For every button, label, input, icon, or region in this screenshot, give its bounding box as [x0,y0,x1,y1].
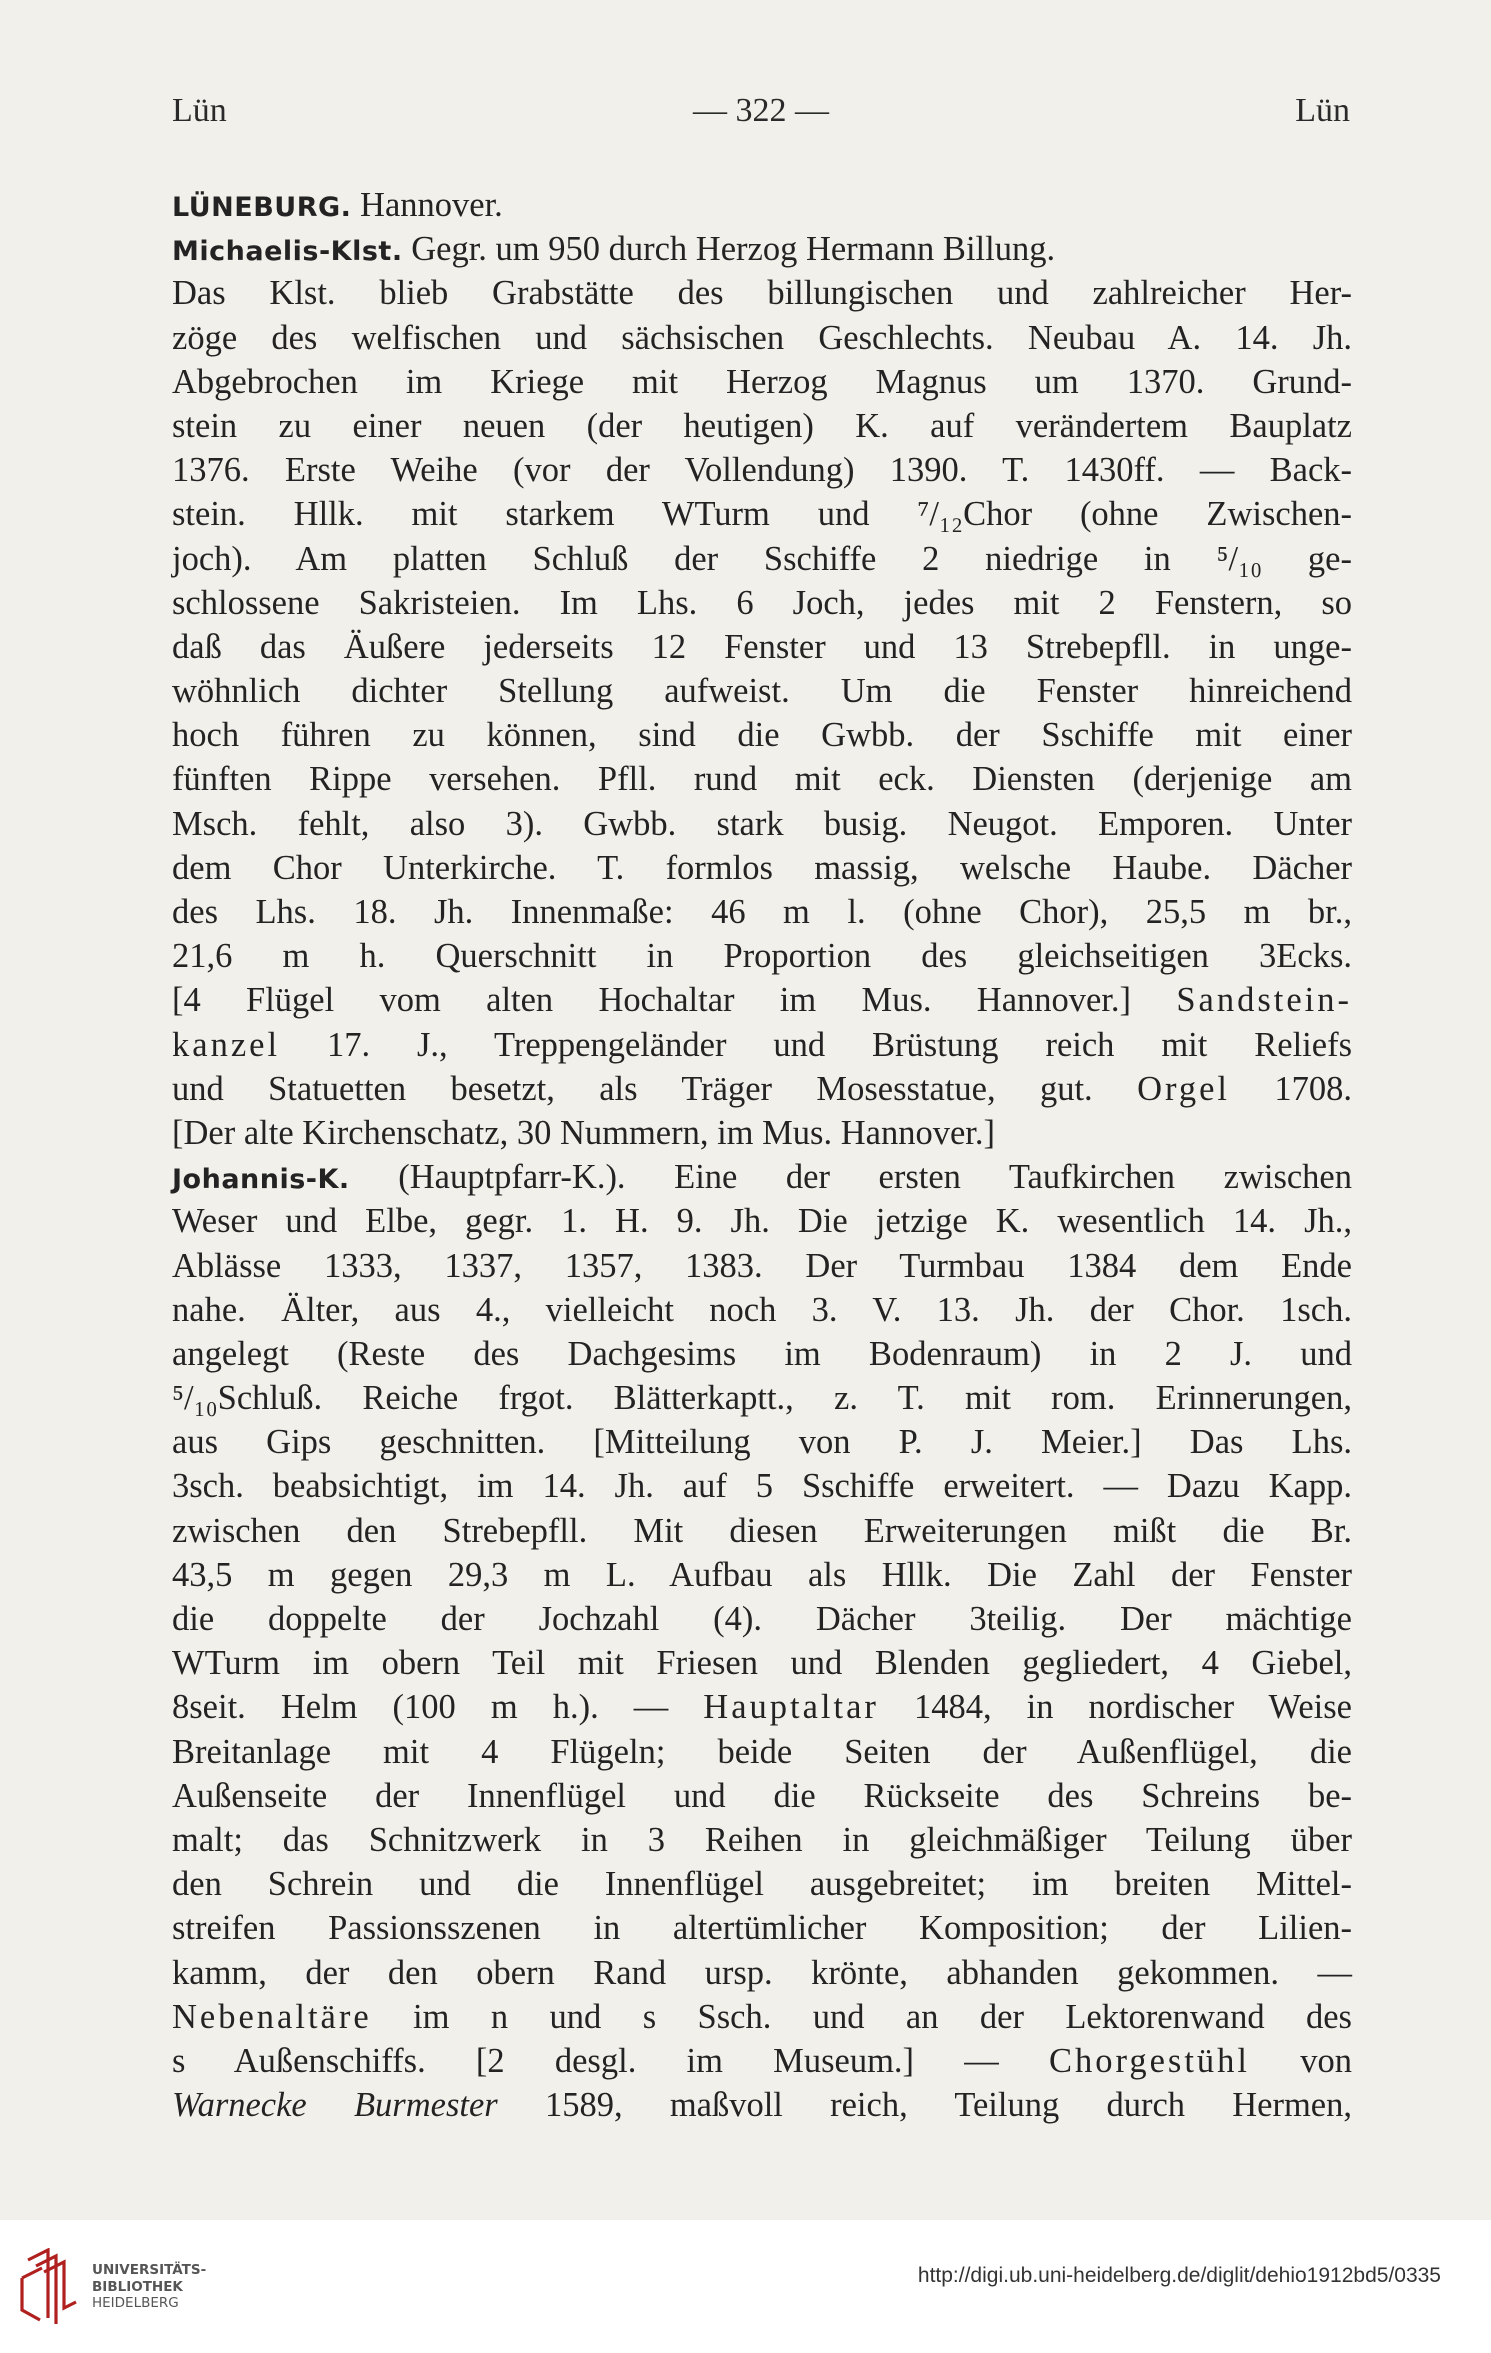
text-line [172,1199,1352,1243]
text-segment: 43,5 m gegen 29,3 m L. Aufbau als Hllk. Die Zahl der Fenster [172,1555,1352,1594]
text-line [172,1376,1352,1420]
body-text [172,183,1352,2127]
text-segment: streifen Passionsszenen in altertümlicher Komposition; der Lilien- [172,1909,1352,1948]
text-segment: Sandstein- [1176,981,1352,1020]
text-line [172,227,1352,271]
library-name-line: HEIDELBERG [92,2295,179,2311]
text-line [172,1288,1352,1332]
text-line [172,713,1352,757]
text-segment: 3sch. beabsichtigt, im 14. Jh. auf 5 Sschiffe erweitert. — Dazu Kapp. [172,1467,1352,1506]
text-line [172,1995,1352,2039]
text-segment: Gegr. um 950 durch Herzog Hermann Billung. [402,230,1056,269]
text-segment: angelegt (Reste des Dachgesims im Bodenraum) in 2 J. und [172,1334,1352,1373]
text-line [172,404,1352,448]
text-line [172,1774,1352,1818]
text-line [172,581,1352,625]
text-segment: den Schrein und die Innenflügel ausgebreitet; im breiten Mittel- [172,1865,1352,1904]
text-segment: daß das Äußere jederseits 12 Fenster und 13 Strebepfll. in unge- [172,627,1352,666]
text-segment: kanzel [172,1025,281,1064]
text-segment: fünften Rippe versehen. Pfll. rund mit eck. Diensten (derjenige am [172,760,1352,799]
text-segment: wöhnlich dichter Stellung aufweist. Um die Fenster hinreichend [172,672,1352,711]
library-name-line: BIBLIOTHEK [92,2278,183,2295]
text-line [172,757,1352,801]
text-line [172,1685,1352,1729]
text-line [172,669,1352,713]
text-line [172,1509,1352,1553]
text-line [172,492,1352,536]
text-segment: kamm, der den obern Rand ursp. krönte, abhanden gekommen. — [172,1953,1352,1992]
text-segment: von [1250,2041,1352,2080]
library-name-line: UNIVERSITÄTS- [92,2262,207,2278]
page-number: — 322 — [693,92,829,129]
text-segment: schlossene Sakristeien. Im Lhs. 6 Joch, jedes mit 2 Fenstern, so [172,583,1352,622]
text-segment: 1484, in nordischer Weise [878,1688,1352,1727]
text-segment: im n und s Ssch. und an der Lektorenwand des [371,1997,1352,2036]
text-line [172,1464,1352,1508]
text-segment: Orgel [1137,1069,1230,1108]
text-line [172,1553,1352,1597]
text-segment: Das Klst. blieb Grabstätte des billungischen und zahlreicher Her- [172,274,1352,313]
text-line [172,360,1352,404]
text-line [172,934,1352,978]
text-segment: ⁵/₁₀Schluß. Reiche frgot. Blätterkaptt., z. T. mit rom. Erinnerungen, [172,1379,1352,1418]
text-line [172,316,1352,360]
text-line [172,448,1352,492]
text-segment: 21,6 m h. Querschnitt in Proportion des gleichseitigen 3Ecks. [172,937,1352,976]
text-segment: die doppelte der Jochzahl (4). Dächer 3teilig. Der mächtige [172,1600,1352,1638]
text-segment: aus Gips geschnitten. [Mitteilung von P. J. Meier.] Das Lhs. [172,1423,1352,1462]
library-name [92,2262,206,2312]
text-segment: [4 Flügel vom alten Hochaltar im Mus. Hannover.] [172,981,1177,1020]
text-line [172,1111,1352,1155]
text-line [172,1951,1352,1995]
text-segment: Abgebrochen im Kriege mit Herzog Magnus um 1370. Grund- [172,362,1352,401]
text-line [172,625,1352,669]
library-logo-icon [18,2248,80,2326]
text-segment: (Hauptpfarr-K.). Eine der ersten Taufkirchen zwischen [349,1158,1352,1197]
text-segment: zöge des welfischen und sächsischen Geschlechts. Neubau A. 14. Jh. [172,318,1352,357]
page-header [172,92,1350,142]
text-segment: Weser und Elbe, gegr. 1. H. 9. Jh. Die jetzige K. wesentlich 14. Jh., [172,1202,1352,1241]
text-segment: Chorgestühl [1048,2041,1251,2080]
text-segment: dem Chor Unterkirche. T. formlos massig, welsche Haube. Dächer [172,848,1352,887]
text-line [172,846,1352,890]
source-url[interactable]: http://digi.ub.uni-heidelberg.de/diglit/dehio1912bd5/0335 [917,2264,1441,2287]
text-line [172,183,1352,227]
text-segment: malt; das Schnitzwerk in 3 Reihen in gleichmäßiger Teilung über [172,1820,1352,1859]
text-segment: 1376. Erste Weihe (vor der Vollendung) 1390. T. 1430ff. — Back- [172,451,1352,490]
text-line [172,1244,1352,1288]
text-segment: und Statuetten besetzt, als Träger Mosesstatue, gut. [172,1069,1138,1108]
footer-bar [0,2220,1491,2353]
text-line [172,1730,1352,1774]
text-segment: joch). Am platten Schluß der Sschiffe 2 niedrige in ⁵/₁₀ ge- [172,539,1352,578]
text-segment: Breitanlage mit 4 Flügeln; beide Seiten der Außenflügel, die [172,1732,1352,1771]
text-segment: Msch. fehlt, also 3). Gwbb. stark busig. Neugot. Emporen. Unter [172,804,1352,843]
text-segment: des Lhs. 18. Jh. Innenmaße: 46 m l. (ohne Chor), 25,5 m br., [172,893,1352,931]
text-line [172,2039,1352,2083]
text-line [172,802,1352,846]
text-segment: 1589, maßvoll reich, Teilung durch Hermen, [497,2086,1352,2125]
header-right-keyword: Lün [1295,92,1350,129]
text-segment: stein zu einer neuen (der heutigen) K. auf verändertem Bauplatz [172,406,1352,445]
entry-heading: Michaelis-Klst. [172,236,403,268]
text-segment: Hannover. [351,186,503,224]
text-line [172,1818,1352,1862]
text-segment: zwischen den Strebepfll. Mit diesen Erweiterungen mißt die Br. [172,1511,1352,1550]
text-segment: nahe. Älter, aus 4., vielleicht noch 3. V. 13. Jh. der Chor. 1sch. [172,1290,1352,1329]
entry-heading: Johannis-K. [172,1164,350,1196]
text-line [172,1906,1352,1950]
text-segment: Warnecke Burmester [172,2086,498,2125]
text-segment: 8seit. Helm (100 m h.). — [172,1688,704,1727]
text-segment: 1708. [1230,1069,1352,1108]
text-line [172,1641,1352,1685]
text-line [172,1862,1352,1906]
text-segment: s Außenschiffs. [2 desgl. im Museum.] — [172,2041,1049,2080]
text-segment: hoch führen zu können, sind die Gwbb. der Sschiffe mit einer [172,716,1352,755]
text-segment: Nebenaltäre [172,1997,372,2036]
text-segment: [Der alte Kirchenschatz, 30 Nummern, im Mus. Hannover.] [172,1113,995,1152]
text-segment: stein. Hllk. mit starkem WTurm und ⁷/₁₂Chor (ohne Zwischen- [172,495,1352,534]
entry-heading: LÜNEBURG. [172,192,352,223]
text-line [172,1420,1352,1464]
text-line [172,271,1352,315]
text-segment: Außenseite der Innenflügel und die Rückseite des Schreins be- [172,1776,1352,1815]
text-line [172,1023,1352,1067]
text-segment: 17. J., Treppengeländer und Brüstung reich mit Reliefs [280,1025,1352,1064]
text-line [172,890,1352,934]
text-line [172,2083,1352,2127]
header-left-keyword: Lün [172,92,227,129]
text-segment: WTurm im obern Teil mit Friesen und Blenden gegliedert, 4 Giebel, [172,1644,1352,1683]
text-segment: Ablässe 1333, 1337, 1357, 1383. Der Turmbau 1384 dem Ende [172,1246,1352,1285]
text-line [172,1067,1352,1111]
text-line [172,1597,1352,1641]
text-line [172,1332,1352,1376]
text-segment: Hauptaltar [703,1688,879,1727]
text-line [172,978,1352,1022]
text-line [172,1155,1352,1199]
text-line [172,537,1352,581]
